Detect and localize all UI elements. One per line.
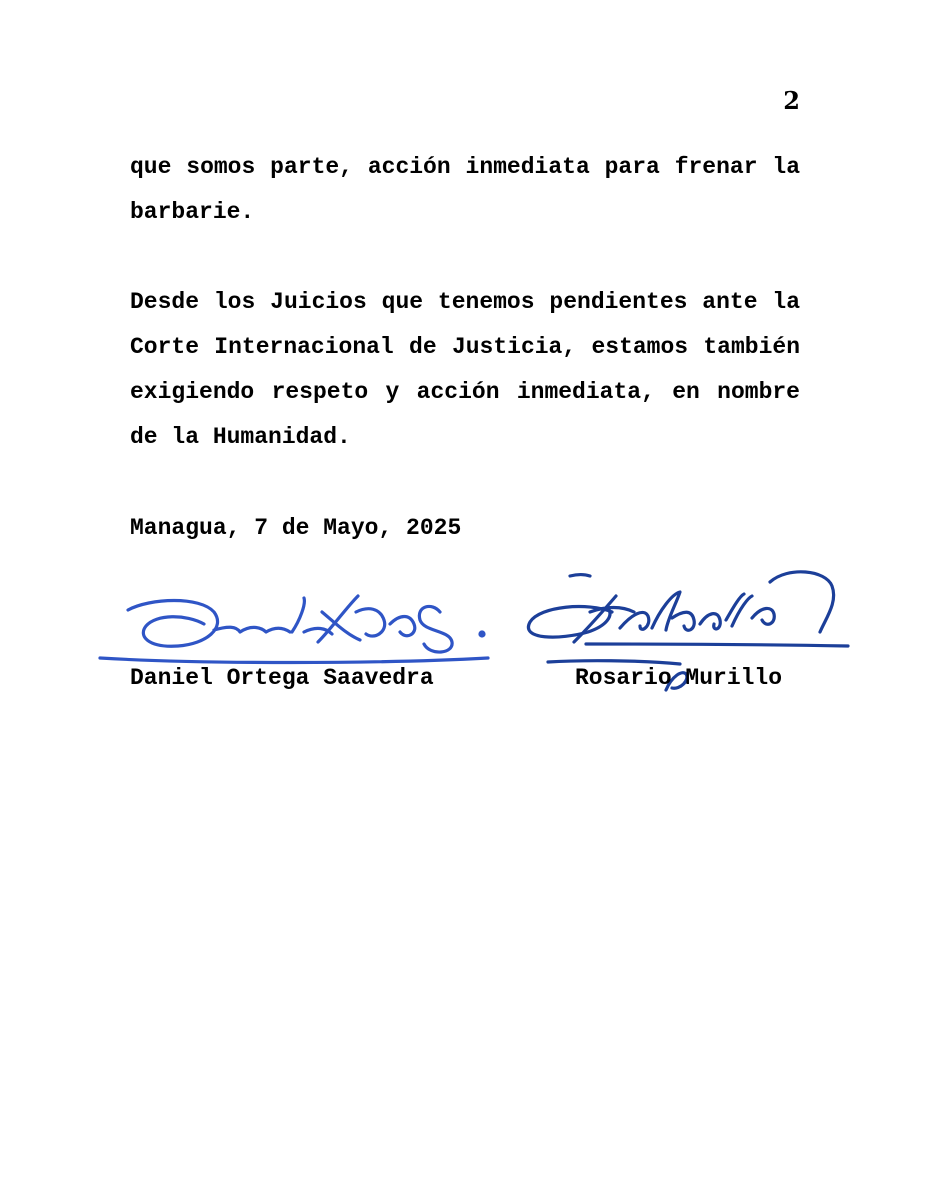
page-number: 2 <box>783 86 800 115</box>
signer-name-rosario-murillo: Rosario Murillo <box>575 665 783 691</box>
paragraph-2: Desde los Juicios que tenemos pendientes ante la Corte Internacional de Justicia, estamos también exigiendo respeto y acción inmediata, en nombre de la Humanidad. <box>130 289 800 450</box>
dateline: Managua, 7 de Mayo, 2025 <box>130 515 462 541</box>
signature-daniel-ortega <box>100 596 488 663</box>
signer-name-daniel-ortega: Daniel Ortega Saavedra <box>130 665 434 691</box>
paragraph-1: que somos parte, acción inmediata para frenar la barbarie. <box>130 154 800 225</box>
